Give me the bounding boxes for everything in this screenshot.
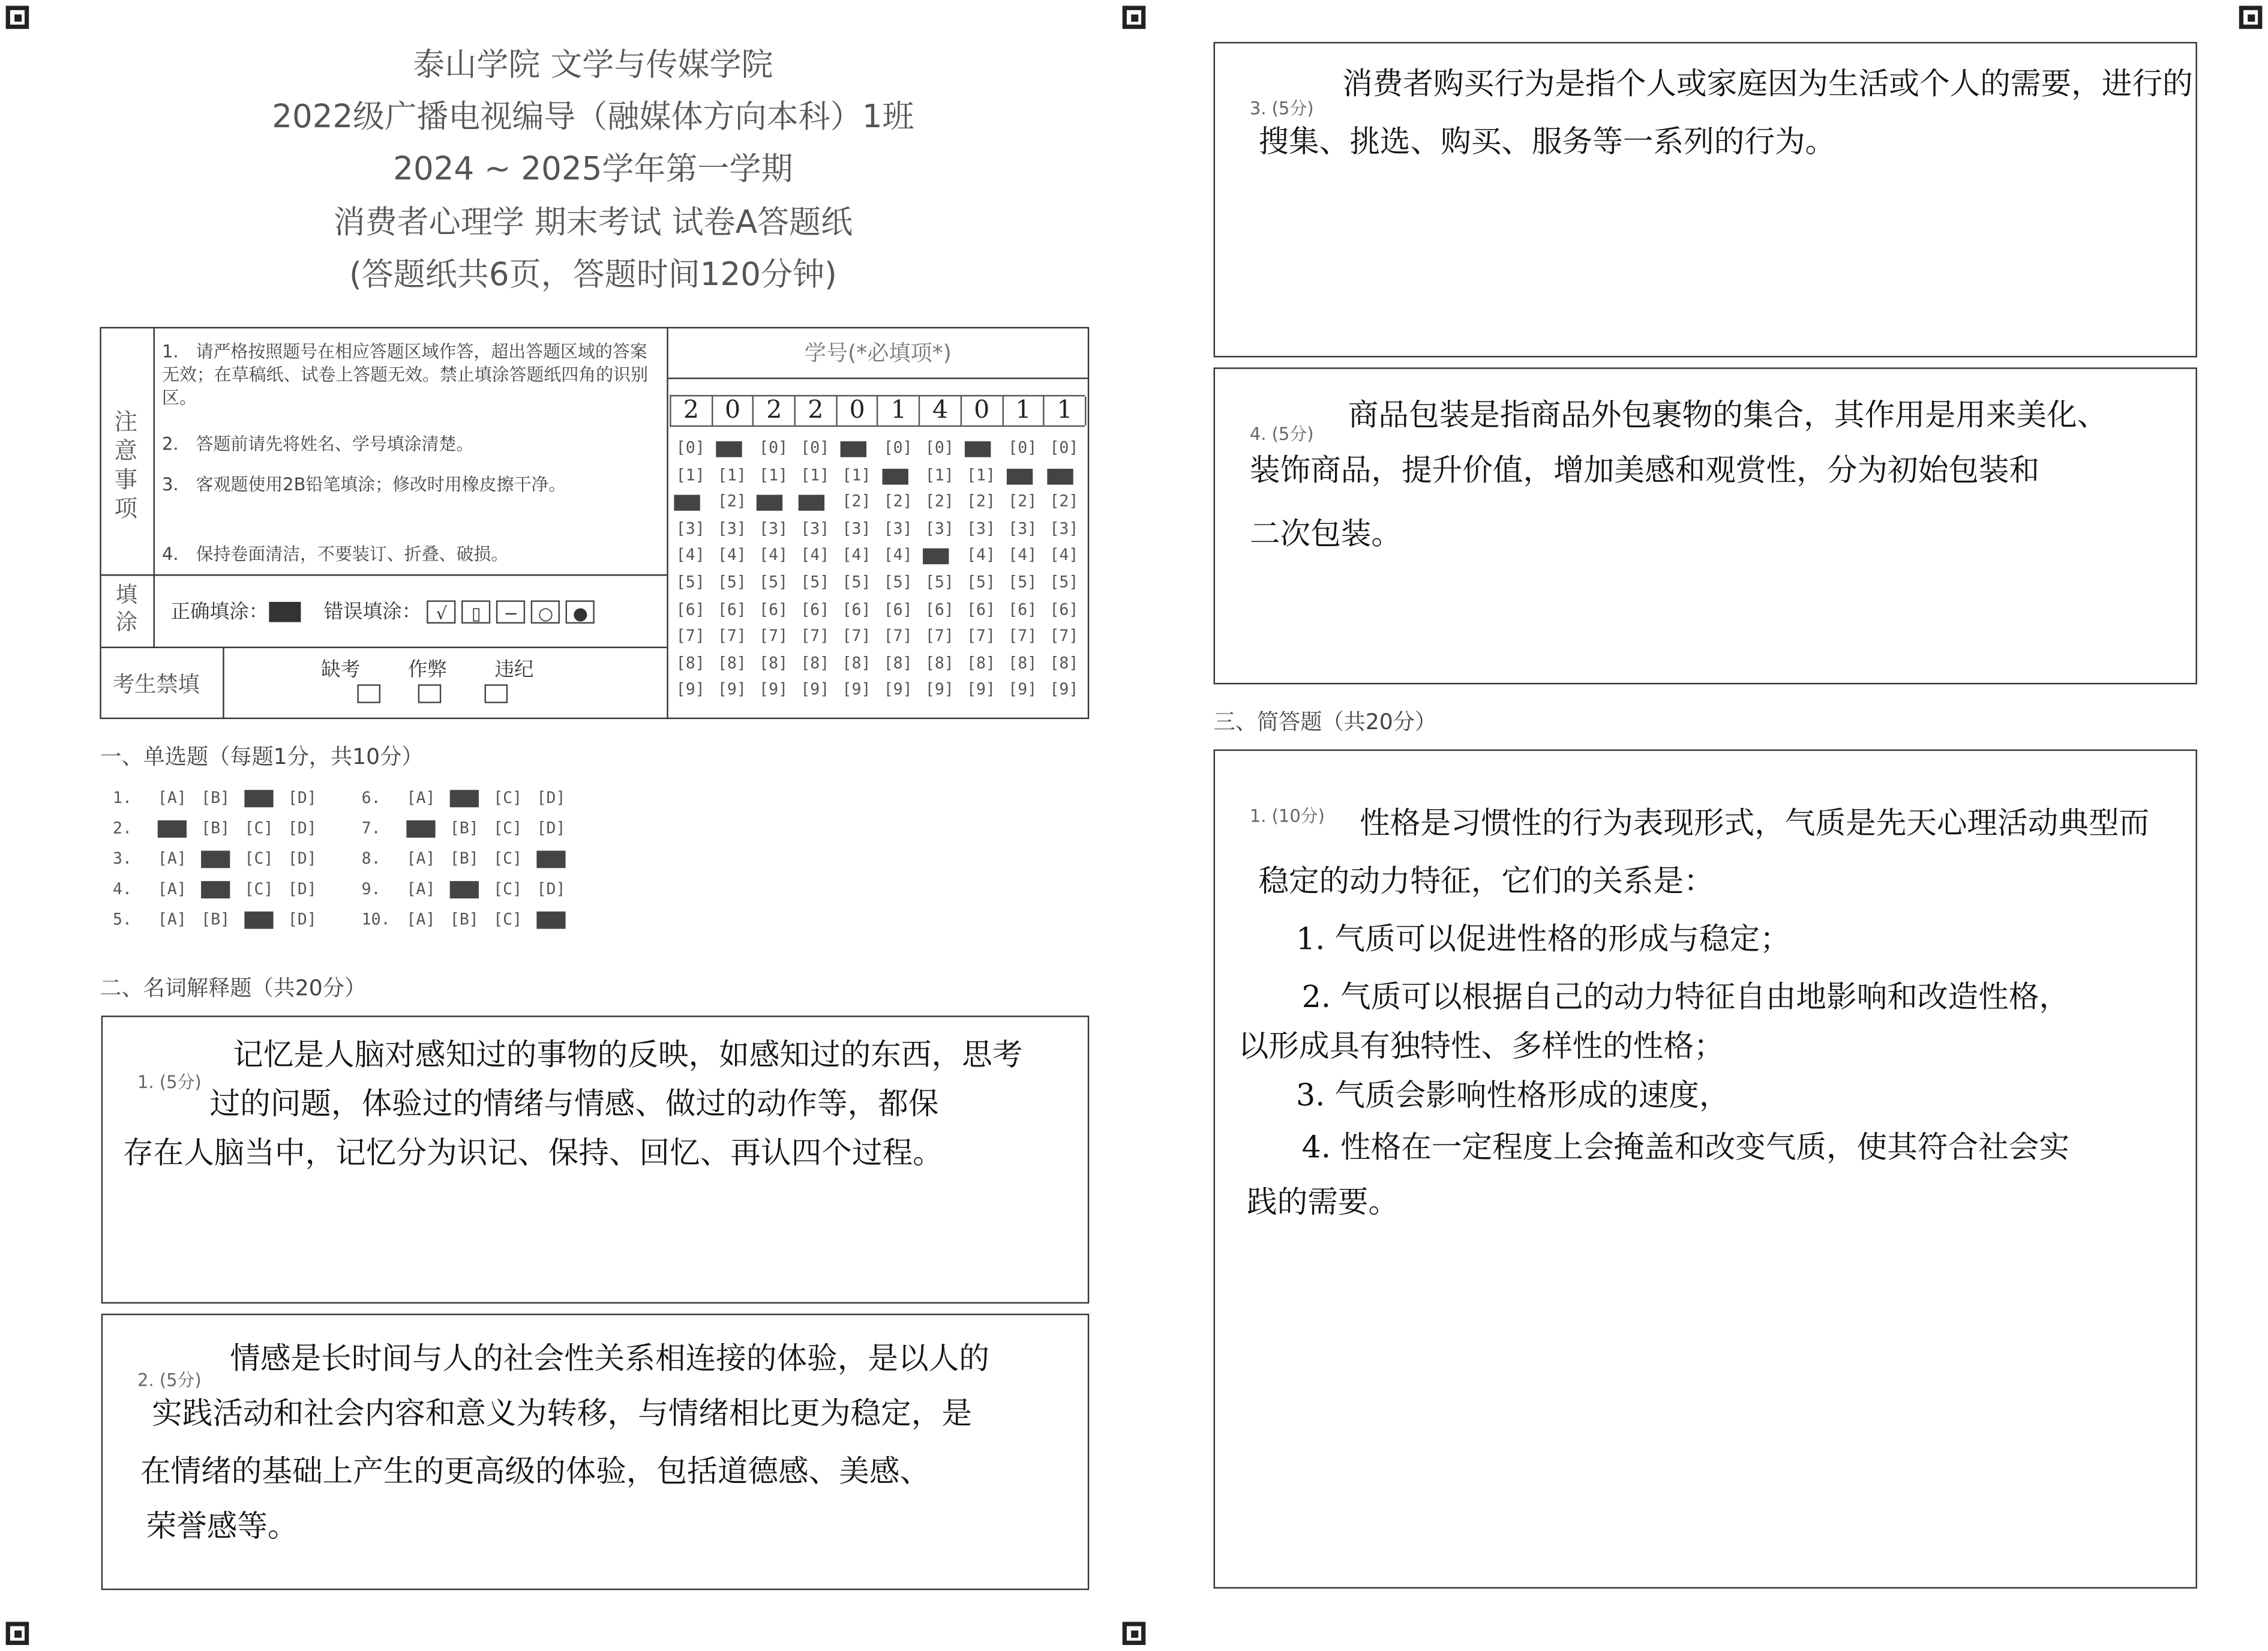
q1-number: 1. (5分) [137,1072,202,1093]
student-id-bubble[interactable]: [8] [1008,654,1037,673]
student-id-bubble[interactable]: [7] [925,627,954,646]
choice-option[interactable]: [C] [244,849,274,868]
student-id-bubble[interactable]: [8] [676,654,705,673]
student-id-bubble[interactable]: [7] [1008,627,1037,646]
choice-option[interactable] [237,789,280,807]
student-id-bubble[interactable]: [5] [717,573,746,592]
s3-q1-line-4: 2. 气质可以根据自己的动力特征自由地影响和改造性格， [1301,979,2070,1014]
s3-q1-line-2: 稳定的动力特征，它们的关系是： [1258,864,1714,899]
answer-box-term-3 [1214,42,2197,358]
choice-option[interactable]: [A] [406,879,436,899]
student-id-digit: 2 [671,397,713,426]
student-id-bubble[interactable]: [3] [759,519,788,538]
student-id-bubble[interactable] [1002,465,1043,484]
student-id-bubble[interactable]: [2] [967,492,995,511]
student-id-bubble[interactable]: [9] [717,680,746,700]
student-id-label: 学号(*必填项*) [668,328,1088,379]
choice-option[interactable]: [D] [287,849,317,868]
forbidden-label-cell [101,647,224,720]
student-id-bubble[interactable]: [5] [1008,573,1037,592]
student-id-bubble[interactable]: [6] [800,600,830,619]
cheat-checkbox[interactable] [418,684,442,703]
student-id-bubble[interactable]: [0] [676,438,705,457]
student-id-bubble[interactable]: [7] [676,627,705,646]
q4-line-2: 装饰商品，提升价值，增加美感和观赏性，分为初始包装和 [1249,453,2040,488]
student-id-bubble[interactable] [670,492,711,511]
student-id-bubble[interactable]: [8] [800,654,830,673]
forbidden-cheat: 作弊 [407,658,447,682]
choice-question-number: 1. [113,788,132,808]
choice-option[interactable] [237,910,280,928]
choice-option[interactable]: [C] [493,819,523,838]
choice-question-number: 3. [113,849,132,868]
student-id-bubble[interactable]: [5] [676,573,705,592]
q3-number: 3. (5分) [1249,98,1314,119]
student-id-bubble[interactable]: [0] [925,438,954,457]
choice-option[interactable] [443,789,486,807]
wrong-mark-dash: − [497,600,526,624]
student-id-bubble[interactable]: [0] [883,438,913,457]
student-id-bubble[interactable]: [6] [1008,600,1037,619]
student-id-bubble[interactable]: [5] [1049,573,1079,592]
student-id-bubble[interactable]: [6] [842,600,871,619]
choice-question-number: 9. [361,879,381,899]
student-id-bubble[interactable]: [6] [883,600,913,619]
forbidden-violation: 违纪 [494,658,534,682]
student-id-bubble[interactable]: [6] [676,600,705,619]
student-id-bubble[interactable] [919,546,960,565]
choice-option[interactable]: [A] [406,788,436,808]
answer-box-short-1 [1214,750,2197,1589]
q3-line-2: 搜集、挑选、购买、服务等一系列的行为。 [1258,124,1836,160]
student-id-bubble[interactable]: [7] [717,627,746,646]
student-id-bubble[interactable]: [3] [842,519,871,538]
choice-question-number: 5. [113,910,132,929]
q2-line-3: 在情绪的基础上产生的更高级的体验，包括道德感、美感、 [140,1454,931,1489]
student-id-bubble[interactable]: [2] [1008,492,1037,511]
student-id-bubble[interactable]: [0] [1008,438,1037,457]
choice-option[interactable] [443,880,486,898]
q1-line-1: 记忆是人脑对感知过的事物的反映，如感知过的东西，思考 [233,1037,1023,1072]
q2-line-4: 荣誉感等。 [146,1509,298,1544]
student-id-bubble[interactable]: [1] [842,465,871,484]
forbidden-absent: 缺考 [321,658,361,682]
choice-option[interactable] [194,849,237,868]
q1-line-2: 过的问题，体验过的情绪与情感、做过的动作等，都保 [209,1086,939,1122]
correct-fill-label: 正确填涂： [170,600,269,624]
choice-option[interactable]: [D] [536,879,566,899]
student-id-bubble[interactable]: [3] [1049,519,1079,538]
corner-mark-top-middle [1123,6,1146,29]
wrong-mark-bar: ▯ [462,600,491,624]
notice-item-2: 2. 答题前请先将姓名、学号填涂清楚。 [161,434,474,454]
answer-box-term-2 [101,1314,1090,1590]
absent-checkbox[interactable] [357,684,380,703]
choice-question [113,849,324,868]
fill-label-cell [101,574,155,647]
student-id-digit: 1 [1003,397,1045,426]
wrong-fill-label: 错误填涂： [323,600,422,624]
choice-option[interactable]: [C] [493,879,523,899]
student-id-bubble[interactable] [877,465,919,484]
student-id-bubble[interactable]: [3] [717,519,746,538]
forbidden-label: 考生禁填 [113,671,200,697]
student-id-bubble[interactable]: [7] [759,627,788,646]
corner-mark-bottom-middle [1123,1622,1146,1645]
wrong-mark-dot: ● [566,600,595,624]
choice-option[interactable]: [D] [287,788,317,808]
corner-mark-top-left [6,6,29,29]
s3-q1-line-8: 践的需要。 [1247,1185,1399,1220]
s3-q1-line-3: 1. 气质可以促进性格的形成与稳定； [1295,921,1790,957]
student-id-bubble[interactable]: [2] [842,492,871,511]
student-id-bubble[interactable]: [7] [1049,627,1079,646]
student-id-bubble[interactable] [836,438,877,457]
student-id-bubble[interactable]: [4] [883,546,913,565]
student-id-bubble[interactable] [1043,465,1085,484]
student-id-bubble[interactable]: [7] [967,627,995,646]
choice-option[interactable]: [B] [201,788,230,808]
student-id-digit: 0 [962,397,1003,426]
violation-checkbox[interactable] [485,684,508,703]
student-id-bubble[interactable]: [1] [759,465,788,484]
notice-item-3: 3. 客观题使用2B铅笔填涂；修改时用橡皮擦干净。 [161,474,566,495]
notice-item-4: 4. 保持卷面清洁，不要装订、折叠、破损。 [161,544,509,565]
s3-q1-line-5: 以形成具有独特性、多样性的性格； [1238,1029,1724,1063]
student-id-bubble[interactable]: [8] [1049,654,1079,673]
choice-question [113,880,324,898]
student-id-bubble[interactable] [753,492,794,511]
choice-question-number: 2. [113,819,132,838]
student-id-bubble[interactable] [794,492,836,511]
notice-item-1: 1. 请严格按照题号在相应答题区域作答，超出答题区域的答案无效；在草稿纸、试卷上答题无效。禁止填涂答题纸四角的识别区。 [161,341,649,408]
choice-option[interactable]: [B] [449,849,479,868]
student-id-bubble[interactable]: [0] [1049,438,1079,457]
student-id-bubble[interactable]: [7] [883,627,913,646]
answer-box-term-4 [1214,367,2197,684]
s3-q1-line-7: 4. 性格在一定程度上会掩盖和改变气质，使其符合社会实 [1301,1129,2070,1165]
answer-box-term-1 [101,1015,1090,1304]
correct-fill-sample [268,602,300,622]
student-id-bubble[interactable]: [3] [883,519,913,538]
choice-question-number: 8. [361,849,381,868]
student-id-bubble[interactable]: [4] [967,546,995,565]
term-title: 2024 ~ 2025学年第一学期 [393,152,793,188]
student-id-bubble[interactable]: [5] [759,573,788,592]
choice-option[interactable]: [C] [244,819,274,838]
student-id-bubble[interactable]: [0] [759,438,788,457]
student-id-bubble[interactable]: [9] [759,680,788,700]
wrong-mark-circle: ○ [531,600,560,624]
q4-line-1: 商品包装是指商品外包裹物的集合，其作用是用来美化、 [1348,397,2108,433]
choice-option[interactable]: [B] [201,819,230,838]
choice-question [362,849,573,868]
student-id-bubble[interactable]: [6] [1049,600,1079,619]
student-id-bubble[interactable] [960,438,1001,457]
choice-question-number: 4. [113,879,132,899]
choice-question [362,910,573,928]
student-id-digit: 0 [713,397,754,426]
student-id-bubble[interactable]: [3] [1008,519,1037,538]
choice-option[interactable]: [D] [287,910,317,929]
student-id-bubble[interactable]: [4] [717,546,746,565]
choice-question [113,819,324,837]
choice-option[interactable]: [A] [157,879,187,899]
choice-option[interactable] [399,819,442,837]
choice-option[interactable]: [C] [493,788,523,808]
student-id-bubble[interactable]: [1] [800,465,830,484]
student-id-bubble[interactable]: [4] [1008,546,1037,565]
student-id-digit: 1 [1045,397,1086,426]
student-id-bubble[interactable]: [9] [925,680,954,700]
class-title: 2022级广播电视编导（融媒体方向本科）1班 [272,100,914,136]
q2-number: 2. (5分) [137,1370,202,1391]
section1-title: 一、单选题（每题1分，共10分） [100,744,424,770]
choice-option[interactable]: [B] [449,910,479,929]
student-id-digit: 0 [837,397,878,426]
student-id-bubble[interactable]: [1] [676,465,705,484]
student-id-bubble[interactable]: [4] [842,546,871,565]
student-id-bubble[interactable]: [3] [676,519,705,538]
choice-question-number: 6. [361,788,381,808]
notice-label-cell [101,328,155,574]
student-id-digit: 4 [920,397,962,426]
student-id-bubble[interactable]: [1] [925,465,954,484]
q1-line-3: 存在人脑当中，记忆分为识记、保持、回忆、再认四个过程。 [122,1135,943,1171]
student-id-bubble[interactable]: [6] [967,600,995,619]
student-id-bubble[interactable]: [5] [883,573,913,592]
fill-guide [170,595,595,624]
student-id-bubble[interactable]: [2] [1049,492,1079,511]
student-id-bubble[interactable]: [6] [717,600,746,619]
corner-mark-bottom-left [6,1622,29,1645]
choice-option[interactable]: [D] [287,819,317,838]
info-table [100,327,1089,719]
student-id-digit: 2 [754,397,796,426]
choice-option[interactable] [529,910,572,928]
student-id-digits [670,395,1085,427]
student-id-bubble[interactable]: [4] [676,546,705,565]
q4-line-3: 二次包装。 [1249,516,1402,552]
student-id-bubble[interactable]: [0] [800,438,830,457]
wrong-mark-check: √ [427,600,456,624]
s3-q1-line-6: 3. 气质会影响性格形成的速度， [1295,1077,1730,1113]
choice-question [362,819,573,837]
q3-line-1: 消费者购买行为是指个人或家庭因为生活或个人的需要，进行的 [1342,66,2193,101]
choice-option[interactable] [529,849,572,868]
exam-title: 消费者心理学 期末考试 试卷A答题纸 [333,205,853,242]
choice-option[interactable]: [D] [536,788,566,808]
student-id-bubble[interactable]: [9] [842,680,871,700]
student-id-bubble[interactable]: [8] [883,654,913,673]
exam-info: (答题纸共6页，答题时间120分钟) [349,257,837,294]
choice-question-number: 10. [361,910,391,929]
choice-option[interactable]: [D] [287,879,317,899]
choice-question [362,880,573,898]
choice-option[interactable] [194,880,237,898]
student-id-bubble[interactable]: [2] [883,492,913,511]
notice-label: 注意事项 [114,407,138,523]
choice-question-number: 7. [361,819,381,838]
s3-q1-number: 1. (10分) [1249,805,1325,826]
student-id-bubble[interactable]: [6] [759,600,788,619]
student-id-bubble[interactable]: [8] [842,654,871,673]
choice-option[interactable]: [A] [157,849,187,868]
student-id-bubble[interactable] [711,438,752,457]
student-id-bubble[interactable]: [8] [717,654,746,673]
student-id-bubble[interactable]: [9] [967,680,995,700]
choice-option[interactable]: [A] [406,849,436,868]
student-id-bubble[interactable]: [1] [717,465,746,484]
section2-title: 二、名词解释题（共20分） [100,975,367,1002]
student-id-bubble[interactable]: [7] [800,627,830,646]
student-id-bubble[interactable]: [2] [925,492,954,511]
choice-option[interactable]: [C] [493,910,523,929]
student-id-bubbles [670,438,1085,713]
q2-line-1: 情感是长时间与人的社会性关系相连接的体验，是以人的 [230,1341,989,1376]
student-id-bubble[interactable]: [5] [800,573,830,592]
choice-option[interactable]: [D] [536,819,566,838]
student-id-bubble[interactable]: [5] [842,573,871,592]
student-id-bubble[interactable]: [9] [1008,680,1037,700]
choice-option[interactable]: [C] [244,879,274,899]
choice-option[interactable]: [B] [201,910,230,929]
student-id-bubble[interactable]: [4] [800,546,830,565]
choice-question [113,789,324,807]
student-id-bubble[interactable]: [9] [1049,680,1079,700]
student-id-bubble[interactable]: [9] [800,680,830,700]
section3-title: 三、简答题（共20分） [1213,709,1437,735]
choice-option[interactable]: [A] [157,788,187,808]
student-id-bubble[interactable]: [5] [967,573,995,592]
student-id-bubble[interactable]: [8] [759,654,788,673]
student-id-bubble[interactable]: [3] [925,519,954,538]
student-id-bubble[interactable]: [2] [717,492,746,511]
student-id-bubble[interactable]: [9] [676,680,705,700]
student-id-bubble[interactable]: [9] [883,680,913,700]
student-id-bubble[interactable]: [7] [842,627,871,646]
choice-option[interactable]: [A] [157,910,187,929]
choice-option[interactable] [151,819,194,837]
student-id-bubble[interactable]: [8] [967,654,995,673]
school-title: 泰山学院 文学与传媒学院 [413,47,773,84]
single-choice-answers [113,789,720,948]
student-id-bubble[interactable]: [3] [800,519,830,538]
student-id-bubble[interactable]: [1] [967,465,995,484]
student-id-bubble[interactable]: [3] [967,519,995,538]
choice-option[interactable]: [A] [406,910,436,929]
choice-option[interactable]: [B] [449,819,479,838]
q4-number: 4. (5分) [1249,424,1314,445]
student-id-bubble[interactable]: [5] [925,573,954,592]
choice-question [113,910,324,928]
choice-question [362,789,573,807]
choice-option[interactable]: [C] [493,849,523,868]
student-id-bubble[interactable]: [6] [925,600,954,619]
fill-label: 填涂 [115,582,138,636]
corner-mark-top-right [2239,6,2263,29]
student-id-bubble[interactable]: [8] [925,654,954,673]
student-id-digit: 1 [879,397,920,426]
student-id-digit: 2 [796,397,837,426]
student-id-bubble[interactable]: [4] [759,546,788,565]
q2-line-2: 实践活动和社会内容和意义为转移，与情绪相比更为稳定，是 [152,1396,972,1431]
student-id-bubble[interactable]: [4] [1049,546,1079,565]
s3-q1-line-1: 性格是习惯性的行为表现形式，气质是先天心理活动典型而 [1360,805,2150,841]
